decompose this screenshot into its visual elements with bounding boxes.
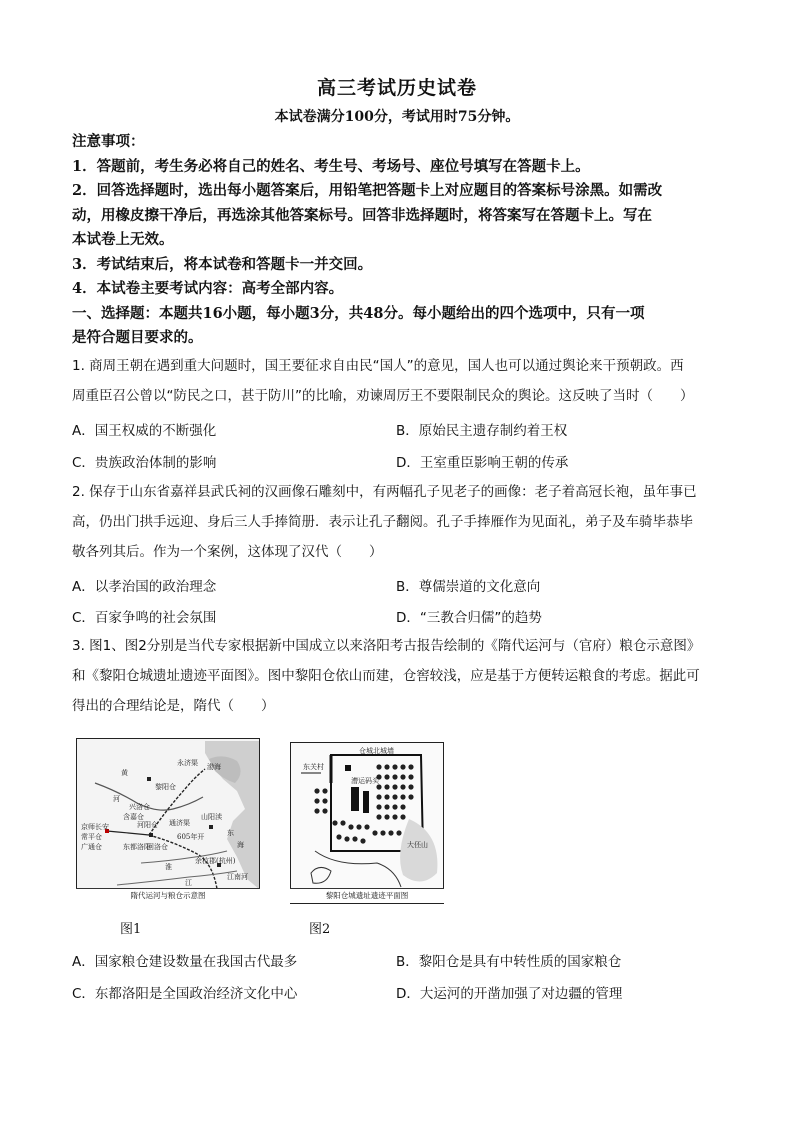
exam-subtitle: 本试卷满分100分，考试用时75分钟。 [274,109,520,125]
map-label: 河 [113,795,120,803]
q3-option-b[interactable]: B．黎阳仓是具有中转性质的国家粮仓 [396,954,622,970]
notes-line: 3．考试结束后，将本试卷和答题卡一并交回。 [72,255,373,273]
q1-option-b[interactable]: B．原始民主遗存制约着王权 [396,423,568,439]
map-label: 江 [185,879,192,887]
notes-line: 2．回答选择题时，选出每小题答案后，用铅笔把答题卡上对应题目的答案标号涂黑。如需改 [72,182,663,199]
question-3-stem [72,631,732,721]
notes-line: 4．本试卷主要考试内容：高考全部内容。 [72,280,344,297]
map-label: 江南河 [227,873,248,881]
question-2-stem [72,477,732,567]
map-label: 含嘉仓 [123,813,144,821]
figure-2-caption-bar: 黎阳仓城遗址遗迹平面图 [290,888,444,903]
q2-option-b[interactable]: B．尊儒崇道的文化意向 [396,579,541,595]
figure-2-site-plan [290,742,444,904]
q3-option-a[interactable]: A．国家粮仓建设数量在我国古代最多 [72,954,298,970]
map-label: 漕运码头 [351,777,379,785]
map-label: 大伾山 [407,841,428,849]
map-label: 东 [227,829,234,837]
map-label: 永济渠 [177,759,198,767]
q3-option-d[interactable]: D．大运河的开凿加强了对边疆的管理 [396,986,623,1002]
map-label: 东都洛阳 [123,843,151,851]
q3-option-c[interactable]: C．东都洛阳是全国政治经济文化中心 [72,986,298,1002]
q1-option-c[interactable]: C．贵族政治体制的影响 [72,455,217,471]
figure-2-label: 图2 [309,922,331,937]
map-label: 回洛仓 [147,843,168,851]
question-line: 1. 商周王朝在遇到重大问题时，国王要征求自由民“国人”的意见，国人也可以通过舆论来干预朝政。西 [72,358,684,374]
canal-map-graphic [77,739,259,901]
notes-line: 本试卷上无效。 [72,231,174,248]
notes-line: 1．答题前，考生务必将自己的姓名、考生号、考场号、座位号填写在答题卡上。 [72,157,590,175]
question-line: 2. 保存于山东省嘉祥县武氏祠的汉画像石雕刻中，有两幅孔子见老子的画像：老子着高冠长袍，虽年事已 [72,484,697,500]
section-heading: 一、选择题：本题共16小题，每小题3分，共48分。每小题给出的四个选项中，只有一项 [72,304,645,322]
figure-1-label: 图1 [120,922,142,937]
map-label: 京师长安 [81,823,109,831]
figure-1-caption-bar: 隋代运河与粮仓示意图 [76,888,260,903]
map-label: 渤海 [207,763,221,771]
notes-section [72,130,727,351]
question-line: 敬各列其后。作为一个案例，这体现了汉代（ ） [72,544,383,560]
map-label: 海 [237,841,244,849]
question-line: 3. 图1、图2分别是当代专家根据新中国成立以来洛阳考古报告绘制的《隋代运河与（官府）粮仓示意图》 [72,638,701,654]
figure-1-map [76,738,260,902]
question-line: 周重臣召公曾以“防民之口，甚于防川”的比喻，劝谏周厉王不要限制民众的舆论。这反映了当时（ ） [72,388,694,404]
map-label: 山阳渎 [201,813,222,821]
map-label: 黄 [121,769,128,777]
question-line: 高，仍出门拱手远迎、身后三人手捧简册．表示让孔子翻阅。孔子手捧雁作为见面礼，弟子及车骑毕恭毕 [72,514,693,530]
map-label: 东关村 [303,763,324,771]
map-label: 广通仓 [81,843,102,851]
exam-title: 高三考试历史试卷 [316,77,477,99]
map-label: 黎阳仓 [155,783,176,791]
map-label: 605年开 [177,833,205,841]
map-label: 仓城北城墙 [359,747,394,755]
map-label: 余杭郡(杭州) [195,857,236,865]
map-label: 通济渠 [169,819,190,827]
question-1-stem [72,351,732,411]
notes-heading: 注意事项： [72,133,145,150]
site-plan-graphic [291,743,443,903]
map-label: 常平仓 [81,833,102,841]
map-label: 河阳仓 [137,821,158,829]
q2-option-c[interactable]: C．百家争鸣的社会氛围 [72,610,217,626]
notes-line: 动，用橡皮擦干净后，再选涂其他答案标号。回答非选择题时，将答案写在答题卡上。写在 [72,206,652,224]
map-label: 淮 [165,863,172,871]
q1-option-d[interactable]: D．王室重臣影响王朝的传承 [396,455,569,471]
section-heading: 是符合题目要求的。 [72,329,203,346]
q1-option-a[interactable]: A．国王权威的不断强化 [72,423,217,439]
map-label: 兴洛仓 [129,803,150,811]
question-line: 和《黎阳仓城遗址遗迹平面图》。图中黎阳仓依山而建，仓窖较浅，应是基于方便转运粮食的考虑。据此可 [72,668,700,684]
q2-option-a[interactable]: A．以孝治国的政治理念 [72,579,217,595]
q2-option-d[interactable]: D．“三教合归儒”的趋势 [396,610,542,626]
question-line: 得出的合理结论是，隋代（ ） [72,698,275,714]
